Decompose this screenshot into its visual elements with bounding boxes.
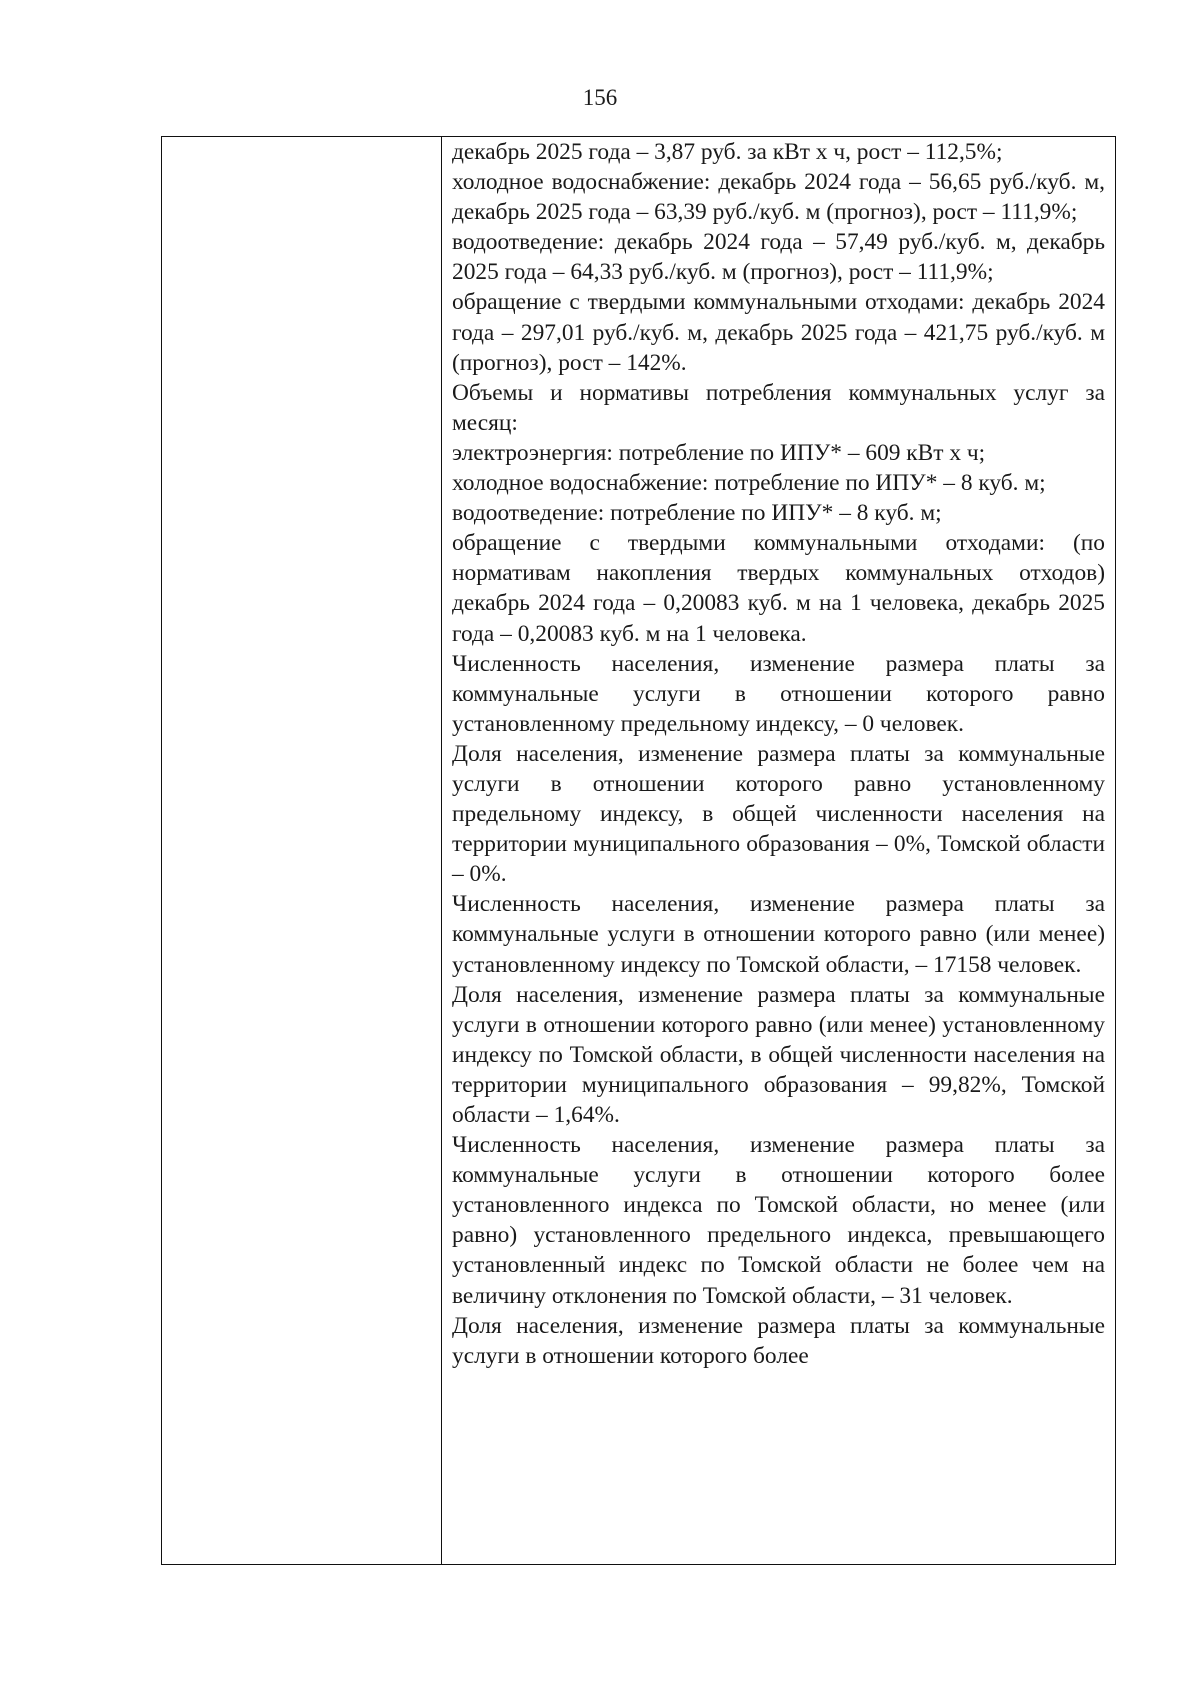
paragraph: холодное водоснабжение: декабрь 2024 года – 56,65 руб./куб. м, декабрь 2025 года – 63,39 руб./куб. м (прогноз), рост – 111,9%; (452, 169, 1105, 226)
table-right-column (442, 137, 1115, 1564)
paragraph: водоотведение: декабрь 2024 года – 57,49 руб./куб. м, декабрь 2025 года – 64,33 руб./куб. м (прогноз), рост – 111,9%; (452, 229, 1105, 286)
paragraph: Численность населения, изменение размера платы за коммунальные услуги в отношении которого равно (или менее) установленному индексу по Томской области, – 17158 человек. (452, 891, 1105, 978)
paragraph: Доля населения, изменение размера платы за коммунальные услуги в отношении которого более (452, 1312, 1105, 1369)
paragraph: Доля населения, изменение размера платы за коммунальные услуги в отношении которого равно установленному предельному индексу, в общей численности населения на территории муниципального образования – 0%, Томской области – 0%. (452, 740, 1105, 888)
document-table (161, 136, 1116, 1565)
paragraph: Объемы и нормативы потребления коммунальных услуг за месяц: (452, 379, 1105, 436)
paragraph: Численность населения, изменение размера платы за коммунальные услуги в отношении которого более установленного индекса по Томской области, но менее (или равно) установленного предельного индекса, превышающего установленный индекс по Томской области не более чем на величину отклонения по Томской области, – 31 человек. (452, 1132, 1105, 1309)
paragraph: электроэнергия: потребление по ИПУ* – 609 кВт х ч; (452, 439, 986, 466)
paragraph: декабрь 2025 года – 3,87 руб. за кВт х ч, рост – 112,5%; (452, 139, 1003, 165)
page-number: 156 (582, 85, 618, 110)
paragraph: холодное водоснабжение: потребление по ИПУ* – 8 куб. м; (452, 470, 1046, 497)
table-left-column (162, 137, 442, 1564)
paragraph: Численность населения, изменение размера платы за коммунальные услуги в отношении которого равно установленному предельному индексу, – 0 человек. (452, 650, 1105, 737)
paragraph: обращение с твердыми коммунальными отходами: (по нормативам накопления твердых коммунальных отходов) декабрь 2024 года – 0,20083 куб. м на 1 человека, декабрь 2025 года – 0,20083 куб. м на 1 человека. (452, 530, 1105, 647)
paragraph: обращение с твердыми коммунальными отходами: декабрь 2024 года – 297,01 руб./куб. м, декабрь 2025 года – 421,75 руб./куб. м (прогноз), рост – 142%. (452, 289, 1105, 376)
paragraph: Доля населения, изменение размера платы за коммунальные услуги в отношении которого равно (или менее) установленному индексу по Томской области, в общей численности населения на территории муниципального образования – 99,82%, Томской области – 1,64%. (452, 981, 1105, 1128)
paragraph: водоотведение: потребление по ИПУ* – 8 куб. м; (452, 500, 942, 527)
